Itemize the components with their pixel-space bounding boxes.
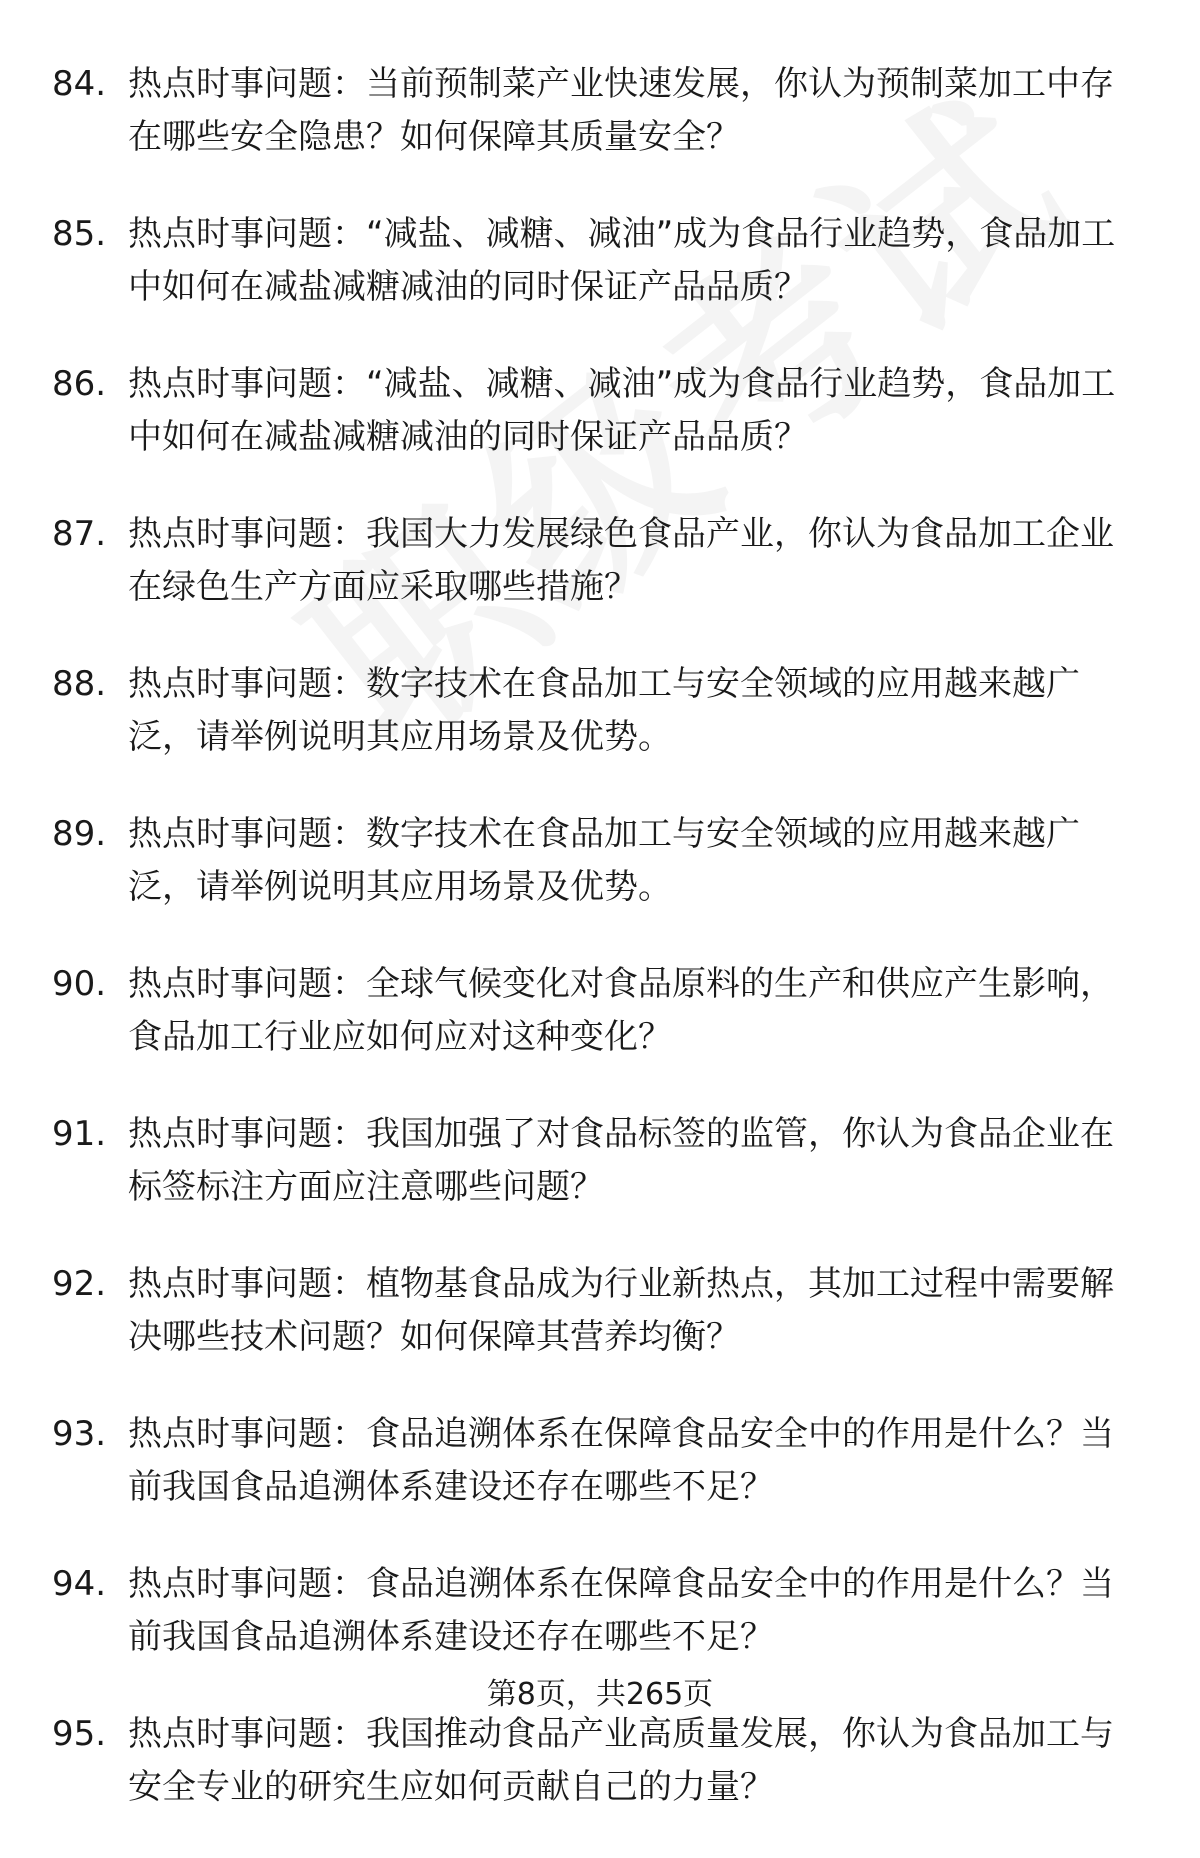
question-number: 84. [52, 64, 107, 104]
question-item [52, 808, 1142, 914]
question-item [52, 58, 1142, 164]
question-item [52, 1558, 1142, 1664]
question-text: 热点时事问题：食品追溯体系在保障食品安全中的作用是什么？当前我国食品追溯体系建设还存在哪些不足？ [128, 1564, 1114, 1657]
question-text: 热点时事问题：数字技术在食品加工与安全领域的应用越来越广泛，请举例说明其应用场景及优势。 [128, 664, 1080, 757]
question-number: 94. [52, 1564, 107, 1604]
question-number: 87. [52, 514, 107, 554]
question-item [52, 1708, 1142, 1814]
question-text: 热点时事问题：数字技术在食品加工与安全领域的应用越来越广泛，请举例说明其应用场景及优势。 [128, 814, 1080, 907]
question-item [52, 208, 1142, 314]
question-item [52, 1408, 1142, 1514]
question-number: 92. [52, 1264, 107, 1304]
question-item [52, 508, 1142, 614]
question-number: 93. [52, 1414, 107, 1454]
question-number: 90. [52, 964, 107, 1004]
question-text: 热点时事问题：我国推动食品产业高质量发展，你认为食品加工与安全专业的研究生应如何贡献自己的力量？ [128, 1714, 1114, 1807]
question-text: 热点时事问题：植物基食品成为行业新热点，其加工过程中需要解决哪些技术问题？如何保障其营养均衡？ [128, 1264, 1114, 1357]
question-number: 95. [52, 1714, 107, 1754]
question-text: 热点时事问题：“减盐、减糖、减油”成为食品行业趋势，食品加工中如何在减盐减糖减油的同时保证产品品质？ [128, 364, 1116, 457]
question-item [52, 1108, 1142, 1214]
question-text: 热点时事问题：我国加强了对食品标签的监管，你认为食品企业在标签标注方面应注意哪些问题？ [128, 1114, 1114, 1207]
question-item [52, 1258, 1142, 1364]
question-number: 88. [52, 664, 107, 704]
question-number: 85. [52, 214, 107, 254]
question-text: 热点时事问题：食品追溯体系在保障食品安全中的作用是什么？当前我国食品追溯体系建设还存在哪些不足？ [128, 1414, 1114, 1507]
question-list [52, 58, 1142, 1858]
question-text: 热点时事问题：全球气候变化对食品原料的生产和供应产生影响，食品加工行业应如何应对这种变化？ [128, 964, 1114, 1057]
question-text: 热点时事问题：“减盐、减糖、减油”成为食品行业趋势，食品加工中如何在减盐减糖减油的同时保证产品品质？ [128, 214, 1116, 307]
question-text: 热点时事问题：当前预制菜产业快速发展，你认为预制菜加工中存在哪些安全隐患？如何保障其质量安全？ [128, 64, 1114, 157]
question-item [52, 358, 1142, 464]
page-indicator: 第8页，共265页 [486, 1677, 714, 1712]
question-text: 热点时事问题：我国大力发展绿色食品产业，你认为食品加工企业在绿色生产方面应采取哪些措施？ [128, 514, 1114, 607]
question-item [52, 958, 1142, 1064]
question-number: 89. [52, 814, 107, 854]
question-item [52, 658, 1142, 764]
question-number: 86. [52, 364, 107, 404]
question-number: 91. [52, 1114, 107, 1154]
